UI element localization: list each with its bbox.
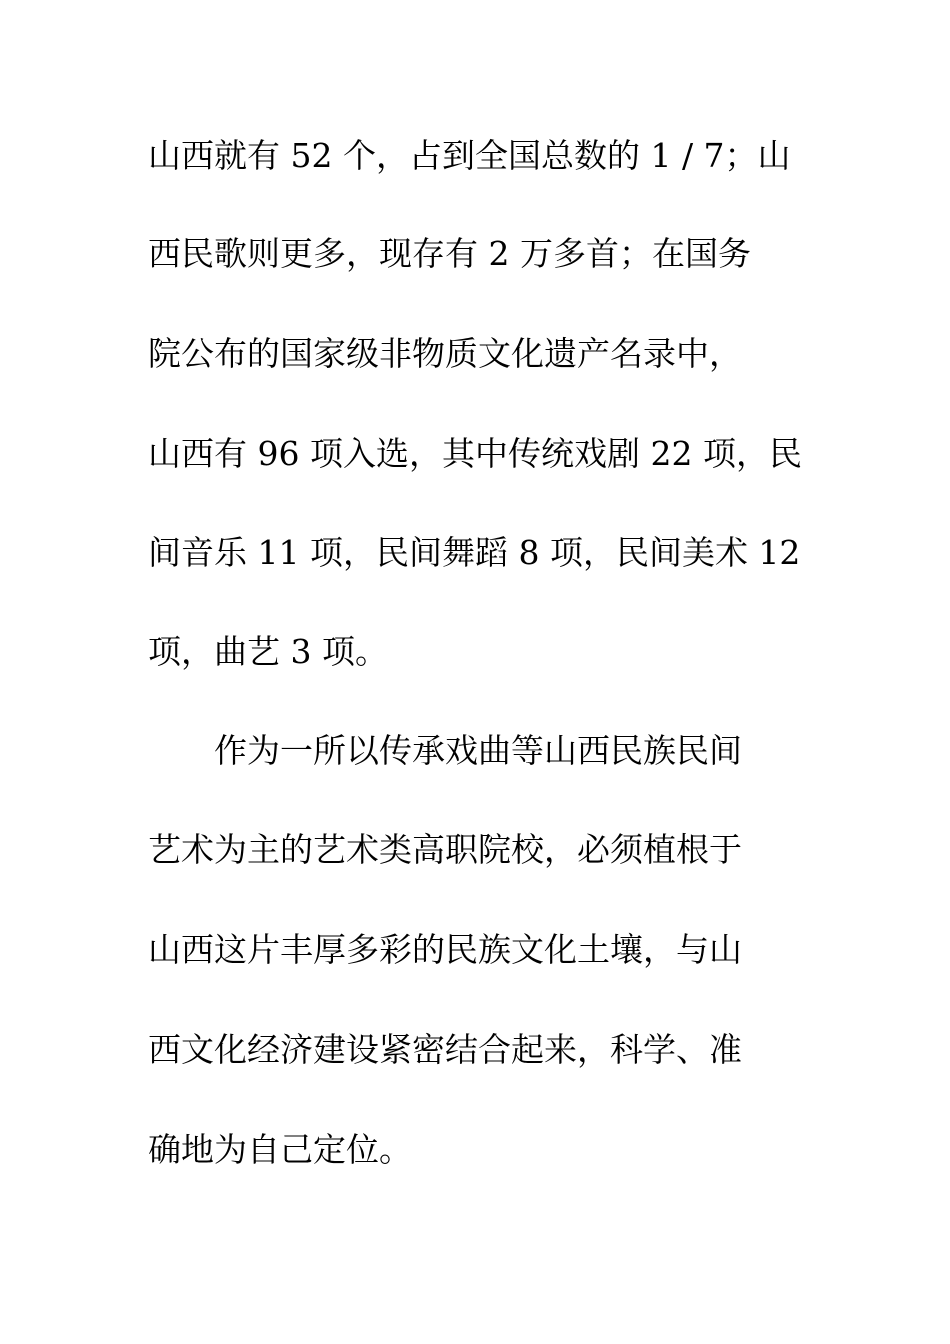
text-line: 西民歌则更多，现存有 2 万多首；在国务 — [148, 234, 751, 273]
text-line: 确地为自己定位。 — [148, 1130, 412, 1169]
text-line: 西文化经济建设紧密结合起来，科学、准 — [148, 1030, 742, 1069]
text-line: 山西有 96 项入选，其中传统戏剧 22 项，民 — [148, 434, 802, 473]
text-line: 院公布的国家级非物质文化遗产名录中， — [148, 334, 742, 373]
text-line: 山西这片丰厚多彩的民族文化土壤，与山 — [148, 930, 742, 969]
text-line: 间音乐 11 项，民间舞蹈 8 项，民间美术 12 — [148, 533, 801, 572]
text-line: 山西就有 52 个，占到全国总数的 1 / 7；山 — [148, 136, 791, 175]
paragraph-first-line: 作为一所以传承戏曲等山西民族民间 — [214, 731, 742, 770]
text-line: 艺术为主的艺术类高职院校，必须植根于 — [148, 830, 742, 869]
text-line: 项，曲艺 3 项。 — [148, 632, 388, 671]
